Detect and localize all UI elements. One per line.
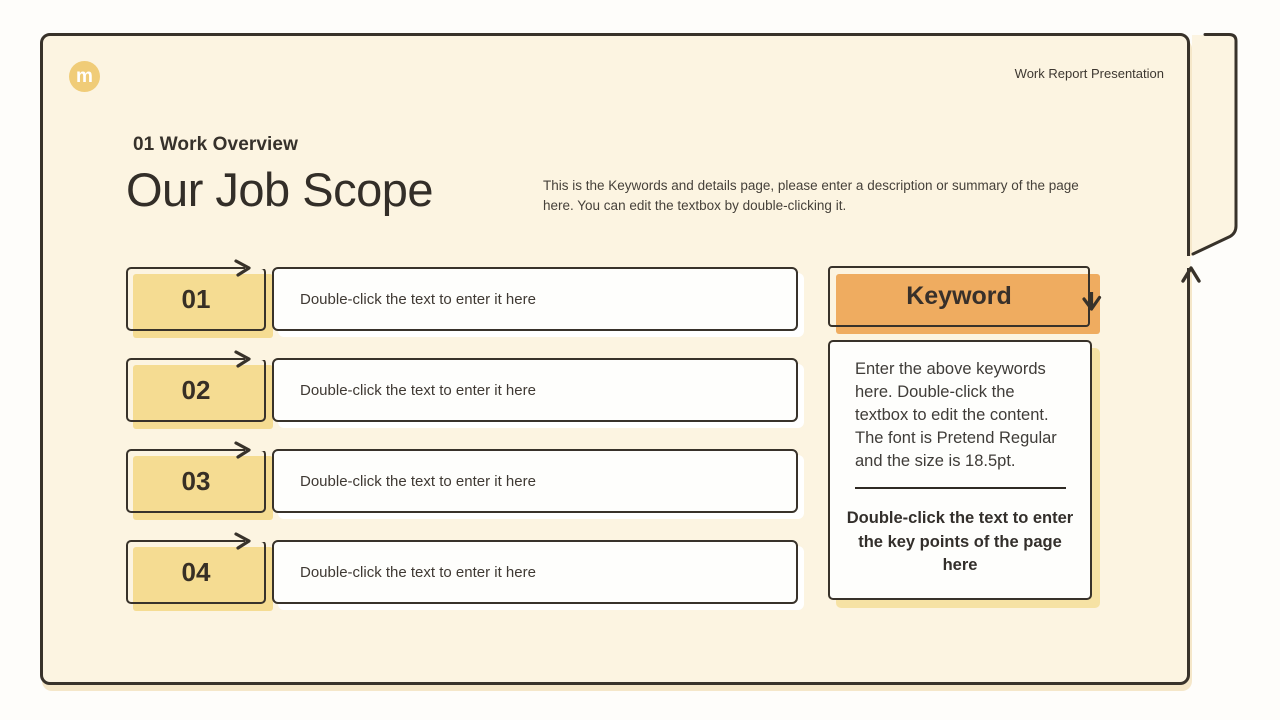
number-label: 03: [181, 465, 211, 496]
keyword-panel-paragraph[interactable]: Enter the above keywords here. Double-click the textbox to edit the content. The font is Pretend Regular and the size is 18.5pt.: [855, 360, 1057, 470]
arrow-right-icon: [233, 531, 253, 551]
scope-textbox-4[interactable]: [272, 540, 798, 604]
keyword-header-label: Keyword: [906, 282, 1012, 310]
scope-placeholder: Double-click the text to enter it here: [300, 472, 536, 490]
scope-row-1: [126, 267, 816, 347]
scope-row-2: [126, 358, 816, 438]
scope-row-4: [126, 540, 816, 620]
scope-placeholder: Double-click the text to enter it here: [300, 381, 536, 399]
keyword-panel-footer[interactable]: Double-click the text to enter the key points of the page here: [846, 509, 1074, 574]
scope-textbox-2[interactable]: [272, 358, 798, 422]
scope-textbox-3[interactable]: [272, 449, 798, 513]
scope-textbox-1[interactable]: [272, 267, 798, 331]
scope-row-3: [126, 449, 816, 529]
brand-logo: [69, 61, 100, 92]
scope-placeholder: Double-click the text to enter it here: [300, 290, 536, 308]
keyword-panel-divider: [855, 487, 1066, 489]
scope-placeholder: Double-click the text to enter it here: [300, 563, 536, 581]
number-label: 02: [181, 374, 211, 405]
keyword-header[interactable]: [828, 266, 1090, 327]
arrow-right-icon: [233, 349, 253, 369]
arrow-up-icon: [1180, 265, 1202, 285]
deck-title-label[interactable]: Work Report Presentation: [1014, 66, 1164, 81]
page-description[interactable]: This is the Keywords and details page, please enter a description or summary of the page here. You can edit the textbox by double-clicking it.: [543, 178, 1079, 213]
brand-logo-letter: m: [76, 66, 93, 87]
page-fold-decoration: [1185, 28, 1247, 264]
arrow-right-icon: [233, 440, 253, 460]
number-label: 01: [181, 283, 211, 314]
arrow-down-icon: [1081, 292, 1103, 314]
arrow-right-icon: [233, 258, 253, 278]
page-title[interactable]: Our Job Scope: [126, 163, 434, 216]
section-kicker[interactable]: 01 Work Overview: [133, 134, 298, 155]
number-label: 04: [181, 556, 211, 587]
